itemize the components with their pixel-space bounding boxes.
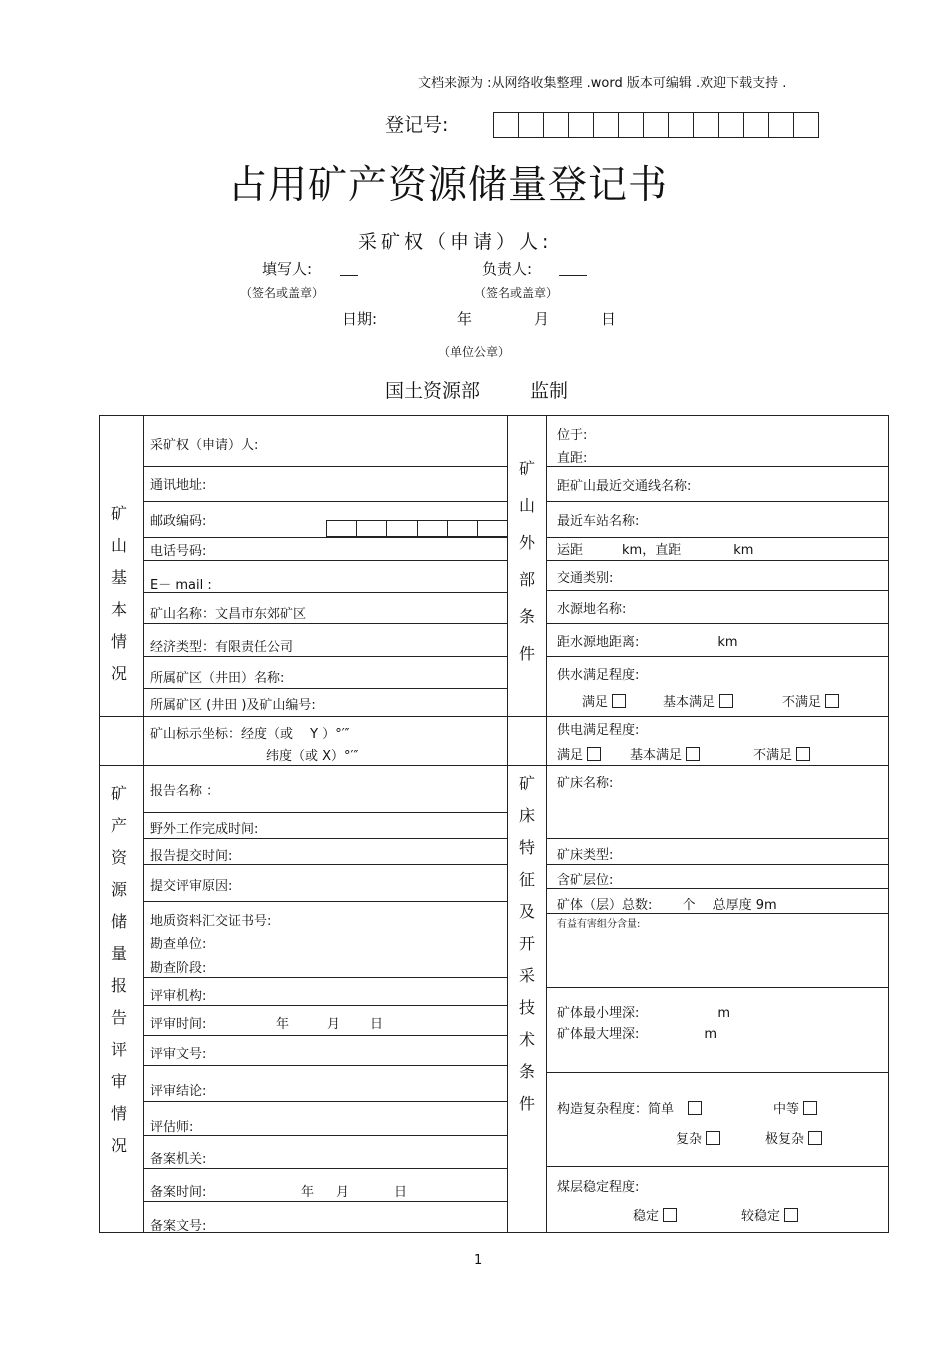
row-line [546, 987, 889, 988]
field-nearest-station[interactable]: 最近车站名称: [557, 514, 640, 529]
responsible-sign-note: （签名或盖章） [474, 286, 559, 300]
row-line [143, 1101, 507, 1102]
review-month: 月 [327, 1017, 341, 1032]
field-report-name[interactable]: 报告名称 ： [150, 784, 220, 799]
date-label: 日期: [342, 310, 378, 328]
field-harmful[interactable]: 有益有害组分含量: [557, 919, 641, 930]
field-water-source[interactable]: 水源地名称: [557, 602, 627, 617]
applicant-heading: 采矿权（申请）人: [358, 231, 553, 253]
field-assessor[interactable]: 评估师: [150, 1120, 194, 1135]
field-survey-stage[interactable]: 勘查阶段: [150, 961, 207, 976]
date-year: 年 [457, 310, 473, 328]
row-line [143, 1065, 507, 1066]
row-line [143, 656, 507, 657]
field-district-name[interactable]: 所属矿区（井田）名称: [150, 671, 285, 686]
option-ps-basic[interactable]: 基本满足 [630, 744, 700, 763]
field-address[interactable]: 通讯地址: [150, 478, 207, 493]
field-deposit-type[interactable]: 矿床类型: [557, 848, 614, 863]
option-ws-not[interactable]: 不满足 [782, 691, 839, 710]
field-econ-type[interactable]: 经济类型：有限责任公司 [150, 640, 294, 655]
field-bodies[interactable]: 矿体（层）总数: 个 总厚度 9m [557, 898, 777, 913]
option-simple[interactable]: 构造复杂程度：简单 [557, 1098, 702, 1117]
row-line [546, 560, 889, 561]
row-line [546, 864, 889, 865]
field-applicant[interactable]: 采矿权（申请）人: [150, 438, 259, 453]
field-mine-name[interactable]: 矿山名称：文昌市东郊矿区 [150, 607, 307, 622]
option-very-complex[interactable]: 极复杂 [765, 1128, 822, 1147]
row-line [546, 501, 889, 502]
field-distance[interactable]: 直距: [557, 451, 588, 466]
source-note: 文档来源为 :从网络收集整理 .word 版本可编辑 .欢迎下载支持 . [418, 76, 787, 91]
row-line [546, 888, 889, 889]
review-year: 年 [276, 1017, 290, 1032]
checkbox-ws-full[interactable] [612, 694, 626, 708]
section-label-deposit: 矿床特征及开采技术条件 [518, 774, 535, 1113]
col-divider [507, 415, 508, 1233]
filing-month: 月 [336, 1185, 350, 1200]
field-email[interactable]: E－ mail : [150, 578, 212, 593]
row-line [143, 560, 507, 561]
field-cert-no[interactable]: 地质资料汇交证书号: [150, 914, 272, 929]
field-coord-lon[interactable]: 矿山标示坐标：经度（或 Y ）°′″ [150, 727, 350, 742]
option-ws-full[interactable]: 满足 [582, 691, 626, 710]
checkbox-very-complex[interactable] [808, 1131, 822, 1145]
field-coal-stability: 煤层稳定程度: [557, 1180, 640, 1195]
row-line [546, 1166, 889, 1167]
row-line [546, 623, 889, 624]
row-line [143, 901, 507, 902]
field-traffic-type[interactable]: 交通类别: [557, 571, 614, 586]
option-stable[interactable]: 稳定 [633, 1205, 677, 1224]
checkbox-medium[interactable] [803, 1101, 817, 1115]
review-day: 日 [370, 1017, 384, 1032]
row-line [143, 501, 507, 502]
row-line [546, 1072, 889, 1073]
section-label-external: 矿山外部条件 [518, 459, 535, 663]
row-line [99, 716, 507, 717]
filler-underline[interactable] [340, 275, 358, 276]
field-filing-time[interactable]: 备案时间: [150, 1185, 207, 1200]
seal-note: （单位公章） [438, 345, 511, 359]
supervisor-org: 国土资源部 [385, 380, 481, 402]
option-complex[interactable]: 复杂 [676, 1128, 720, 1147]
field-located[interactable]: 位于: [557, 428, 588, 443]
checkbox-simple[interactable] [688, 1101, 702, 1115]
page-number: 1 [474, 1253, 483, 1268]
checkbox-ps-not[interactable] [796, 747, 810, 761]
field-max-depth[interactable]: 矿体最大埋深: m [557, 1027, 718, 1042]
checkbox-ps-full[interactable] [587, 747, 601, 761]
supervisor-role: 监制 [530, 380, 569, 402]
option-medium[interactable]: 中等 [773, 1098, 817, 1117]
field-filing-no[interactable]: 备案文号: [150, 1219, 207, 1234]
field-review-result[interactable]: 评审结论: [150, 1084, 207, 1099]
row-line [546, 590, 889, 591]
row-line [143, 537, 507, 538]
row-line [143, 623, 507, 624]
section-label-report: 矿产资源储量报告评审情况 [110, 784, 127, 1155]
field-min-depth[interactable]: 矿体最小埋深: m [557, 1006, 731, 1021]
row-line [143, 977, 507, 978]
registration-number-boxes[interactable] [493, 112, 819, 138]
checkbox-ws-basic[interactable] [719, 694, 733, 708]
section-divider [99, 765, 889, 766]
filler-sign-note: （签名或盖章） [240, 286, 325, 300]
field-water-supply: 供水满足程度: [557, 668, 640, 683]
filler-label: 填写人: [262, 260, 313, 278]
row-line [507, 716, 889, 717]
field-filing-org[interactable]: 备案机关: [150, 1152, 207, 1167]
field-district-code[interactable]: 所属矿区 (井田 )及矿山编号: [150, 698, 316, 713]
row-line [546, 466, 889, 467]
responsible-label: 负责人: [482, 260, 533, 278]
filing-year: 年 [301, 1185, 315, 1200]
option-fairly-stable[interactable]: 较稳定 [741, 1205, 798, 1224]
field-horizon[interactable]: 含矿层位: [557, 873, 614, 888]
option-ps-full[interactable]: 满足 [557, 744, 601, 763]
date-day: 日 [601, 310, 617, 328]
field-power-supply: 供电满足程度: [557, 723, 640, 738]
field-coord-lat[interactable]: 纬度（或 X）°′″ [266, 749, 359, 764]
field-haul[interactable]: 运距 km，直距 km [557, 543, 754, 558]
checkbox-stable[interactable] [663, 1208, 677, 1222]
checkbox-ws-not[interactable] [825, 694, 839, 708]
row-line [143, 864, 507, 865]
row-line [143, 688, 507, 689]
field-submit-reason[interactable]: 提交评审原因: [150, 879, 233, 894]
field-deposit-name[interactable]: 矿床名称: [557, 776, 614, 791]
registration-label: 登记号: [385, 114, 449, 136]
field-review-no[interactable]: 评审文号: [150, 1047, 207, 1062]
postcode-boxes[interactable] [326, 520, 508, 537]
checkbox-complex[interactable] [706, 1131, 720, 1145]
responsible-underline[interactable] [559, 275, 587, 276]
field-survey-unit[interactable]: 勘查单位: [150, 937, 207, 952]
row-line [546, 913, 889, 914]
row-line [143, 1168, 507, 1169]
row-line [143, 812, 507, 813]
option-ps-not[interactable]: 不满足 [753, 744, 810, 763]
section-label-basic: 矿山基本情况 [110, 504, 127, 683]
row-line [143, 1135, 507, 1136]
row-line [546, 656, 889, 657]
row-line [143, 838, 507, 839]
row-line [143, 466, 507, 467]
checkbox-fairly-stable[interactable] [784, 1208, 798, 1222]
field-review-time[interactable]: 评审时间: [150, 1017, 207, 1032]
field-review-org[interactable]: 评审机构: [150, 989, 207, 1004]
field-field-done[interactable]: 野外工作完成时间: [150, 822, 259, 837]
row-line [546, 537, 889, 538]
option-ws-basic[interactable]: 基本满足 [663, 691, 733, 710]
field-water-distance[interactable]: 距水源地距离: km [557, 635, 738, 650]
field-postcode[interactable]: 邮政编码: [150, 514, 207, 529]
checkbox-ps-basic[interactable] [686, 747, 700, 761]
row-line [546, 838, 889, 839]
document-title: 占用矿产资源储量登记书 [228, 163, 669, 208]
row-line [143, 1005, 507, 1006]
field-phone[interactable]: 电话号码: [150, 544, 207, 559]
filing-day: 日 [394, 1185, 408, 1200]
date-month: 月 [534, 310, 550, 328]
field-nearest-road[interactable]: 距矿山最近交通线名称: [557, 479, 692, 494]
field-submit-time[interactable]: 报告提交时间: [150, 849, 233, 864]
row-line [143, 1035, 507, 1036]
row-line [143, 1201, 507, 1202]
